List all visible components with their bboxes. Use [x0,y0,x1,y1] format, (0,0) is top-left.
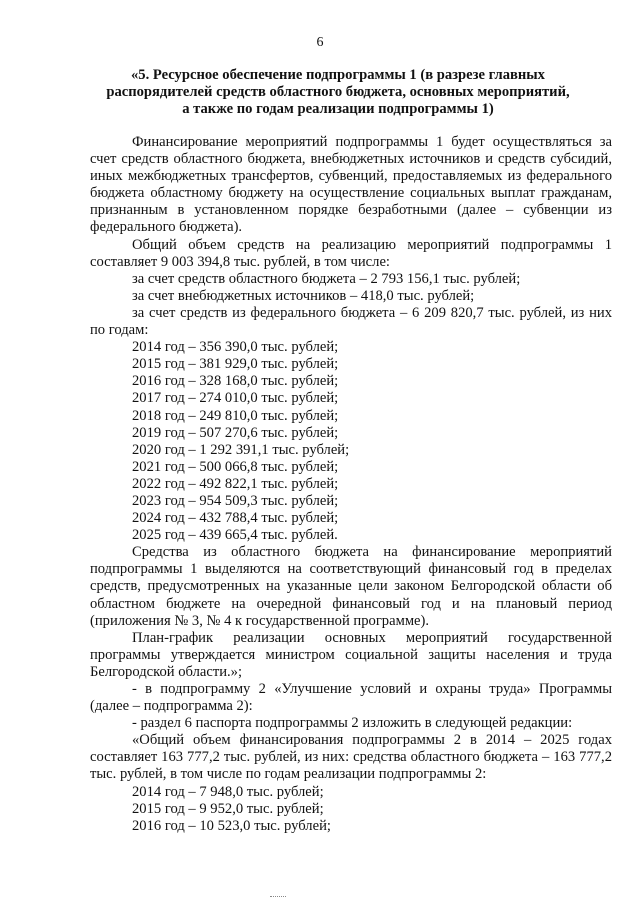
section-title [100,67,576,118]
section-title-line: а также по годам реализации подпрограммы 1) [182,101,494,117]
paragraph-subprogram2-intro: - в подпрограмму 2 «Улучшение условий и охраны труда» Программы (далее – подпрограмма 2): [90,681,612,715]
subprogram2-years-list [90,784,612,835]
paragraph-subprogram2-total: «Общий объем финансирования подпрограммы 2 в 2014 – 2025 годах составляет 163 777,2 тыс. рублей, из них: средства областного бюджета – 163 777,2 тыс. рублей, в том числе по годам реализации подпрограммы 2: [90,732,612,783]
list-item: 2014 год – 7 948,0 тыс. рублей; [132,783,324,800]
list-item: 2018 год – 249 810,0 тыс. рублей; [132,407,339,424]
list-item: 2017 год – 274 010,0 тыс. рублей; [132,390,339,407]
document-body [90,134,612,835]
paragraph-total-volume: Общий объем средств на реализацию мероприятий подпрограммы 1 составляет 9 003 394,8 тыс. рублей, в том числе: [90,236,612,270]
list-item: 2015 год – 381 929,0 тыс. рублей; [132,356,339,373]
paragraph-schedule: План-график реализации основных мероприятий государственной программы утверждается министром социальной защиты населения и труда Белгородской области.»; [90,629,612,680]
paragraph-extrabudgetary: за счет внебюджетных источников – 418,0 тыс. рублей; [132,287,475,304]
list-item: 2024 год – 432 788,4 тыс. рублей; [132,510,339,527]
list-item: 2016 год – 10 523,0 тыс. рублей; [132,817,331,834]
scan-artifact [270,896,286,900]
paragraph-regional-budget: за счет средств областного бюджета – 2 793 156,1 тыс. рублей; [132,270,521,287]
list-item: 2019 год – 507 270,6 тыс. рублей; [132,424,339,441]
section-title-line: «5. Ресурсное обеспечение подпрограммы 1 (в разрезе главных [131,67,545,83]
section-title-line: распорядителей средств областного бюджета, основных мероприятий, [106,84,570,100]
list-item: 2020 год – 1 292 391,1 тыс. рублей; [132,441,350,458]
list-item: 2023 год – 954 509,3 тыс. рублей; [132,492,339,509]
paragraph-federal-budget: за счет средств из федерального бюджета – 6 209 820,7 тыс. рублей, из них по годам: [90,304,612,339]
federal-years-list [90,339,612,544]
page-number: 6 [316,35,324,50]
list-item: 2016 год – 328 168,0 тыс. рублей; [132,373,339,390]
list-item: 2014 год – 356 390,0 тыс. рублей; [132,339,339,356]
list-item: 2021 год – 500 066,8 тыс. рублей; [132,458,339,475]
list-item: 2015 год – 9 952,0 тыс. рублей; [132,800,324,817]
list-item: 2025 год – 439 665,4 тыс. рублей. [132,527,338,544]
paragraph-financing-sources: Финансирование мероприятий подпрограммы 1 будет осуществляться за счет средств областного бюджета, внебюджетных источников и средств субсидий, иных межбюджетных трансфертов, субвенций, предоставляемых из федерального бюджета областному бюджету на осуществление социальных выплат гражданам, признанным в установленном порядке безработными (далее – субвенции из федерального бюджета). [90,134,612,236]
list-item: 2022 год – 492 822,1 тыс. рублей; [132,475,339,492]
paragraph-section6-edit: - раздел 6 паспорта подпрограммы 2 изложить в следующей редакции: [132,715,573,732]
paragraph-regional-allocation: Средства из областного бюджета на финансирование мероприятий подпрограммы 1 выделяются на соответствующий финансовый год в пределах средств, предусмотренных на указанные цели законом Белгородской области об областном бюджете на очередной финансовый год и на плановый период (приложения № 3, № 4 к государственной программе). [90,544,612,629]
